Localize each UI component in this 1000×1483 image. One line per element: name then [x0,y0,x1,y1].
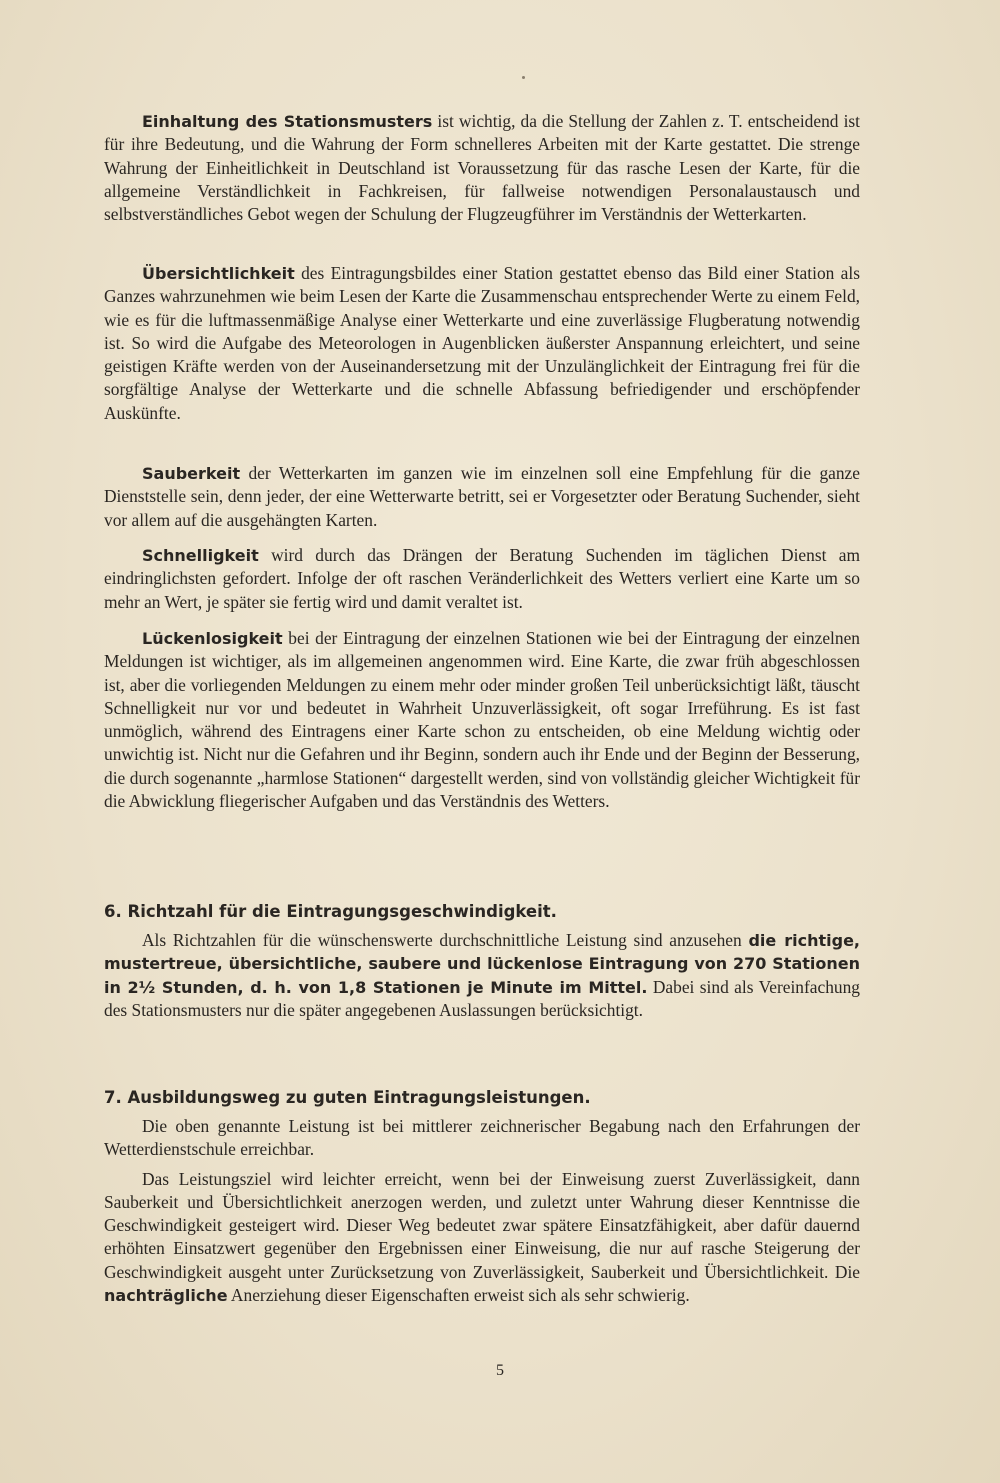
section-6 [104,900,860,1022]
paragraph-stationsmuster [104,110,860,226]
section-6-outro: Dabei sind als Vereinfachung des Stationsmusters nur die später angegebenen Auslassungen berücksichtigt. [104,976,860,1020]
paragraph-text: des Eintragungsbildes einer Station gestattet ebenso das Bild einer Station als Ganzes wahrzunehmen wie beim Lesen der Karte die Zusammenschau entsprechender Werte zu einem Feld, wie es für die luftmassenmäßige Analyse einer Wetterkarte und eine zuverlässige Flugberatung notwendig ist. So wird die Aufgabe des Meteorologen in Augenblicken äußerster Anspannung erleichtert, und seine geistigen Kräfte werden von der Auseinandersetzung mit der Unzulänglichkeit der Eintragung frei für die sorgfältige Analyse der Wetterkarte und die schnelle Abfassung befriedigender und erschöpfender Auskünfte. [104,263,860,423]
paragraph-lead: Übersichtlichkeit [142,264,295,283]
section-7-para2-pre: Das Leistungsziel wird leichter erreicht, wenn bei der Einweisung zuerst Zuverlässigkeit, dann Sauberkeit und Übersichtlichkeit anerzogen werden, und zuletzt unter Wahrung dieser Kenntnisse die Geschwindigkeit gesteigert wird. Dieser Weg bedeutet zwar spätere Einsatzfähigkeit, aber dafür dauernd erhöhten Einsatzwert gegenüber den Ergebnissen einer Einweisung, die nur auf rasche Steigerung der Geschwindigkeit ausgeht unter Zurücksetzung von Zuverlässigkeit, Sauberkeit und Übersichtlichkeit. Die [104,1168,860,1282]
section-6-heading: 6. Richtzahl für die Eintragungsgeschwindigkeit. [104,902,557,921]
page-number: 5 [496,1362,504,1379]
section-7-paragraph-2 [104,1168,860,1308]
section-7-heading: 7. Ausbildungsweg zu guten Eintragungsleistungen. [104,1088,591,1107]
paragraph-lueckenlosigkeit [104,627,860,813]
section-6-intro: Als Richtzahlen für die wünschenswerte durchschnittliche Leistung sind anzusehen [142,930,749,950]
paragraph-text: bei der Eintragung der einzelnen Stationen wie bei der Eintragung der einzelnen Meldungen ist wichtiger, als im allgemeinen angenommen wird. Eine Karte, die zwar früh abgeschlossen ist, aber die vorliegenden Meldungen zu einem mehr oder minder großen Teil unberücksichtigt läßt, täuscht Schnelligkeit nur vor und bedeutet in Wahrheit Unzuverlässigkeit, oft sogar Irreführung. Es ist fast unmöglich, während des Eintragens einer Karte schon zu entscheiden, ob eine Meldung wichtig oder unwichtig ist. Nicht nur die Gefahren und ihr Beginn, sondern auch ihr Ende und der Beginn der Besserung, die durch sogenannte „harmlose Stationen“ dargestellt werden, sind von vollständig gleicher Wichtigkeit für die Abwicklung fliegerischer Aufgaben und das Verständnis des Wetters. [104,628,860,812]
paragraph-lead: Sauberkeit [142,464,241,483]
paragraph-lead: Schnelligkeit [142,546,259,565]
section-7-para2-emphasis: nachträgliche [104,1286,228,1306]
section-7-paragraph-1: Die oben genannte Leistung ist bei mittlerer zeichnerischer Begabung nach den Erfahrungen der Wetterdienstschule erreichbar. [104,1116,860,1160]
section-7-para2-post: Anerziehung dieser Eigenschaften erweist sich als sehr schwierig. [227,1285,690,1306]
section-6-body [104,929,860,1022]
paragraph-text: wird durch das Drängen der Beratung Suchenden im täglichen Dienst am eindringlichsten gefordert. Infolge der oft raschen Veränderlichkeit des Wetters verliert eine Karte um so mehr an Wert, je später sie fertig wird und damit veraltet ist. [104,545,860,612]
paragraph-sauberkeit [104,462,860,532]
paragraph-lead: Lückenlosigkeit [142,629,283,648]
section-6-emphasis: die richtige, mustertreue, übersichtliche, saubere und lückenlose Eintragung von 270 Stationen in 2½ Stunden, d. h. von 1,8 Stationen je Minute im Mittel. [104,931,860,997]
paragraph-text: ist wichtig, da die Stellung der Zahlen z. T. entscheidend ist für ihre Bedeutung, und die Wahrung der Form schnelleres Arbeiten mit der Karte gestattet. Die strenge Wahrung der Einheitlichkeit in Deutschland ist Voraussetzung für das rasche Lesen der Karte, für die allgemeine Verständlichkeit in Fachkreisen, für fallweise notwendigen Personalaustausch und selbstverständliches Gebot wegen der Schulung der Flugzeugführer im Verständnis der Wetterkarten. [104,111,861,225]
paragraph-schnelligkeit [104,544,860,614]
paragraph-uebersichtlichkeit [104,262,860,425]
paragraph-lead: Einhaltung des Stationsmusters [142,112,433,131]
paragraph-text: der Wetterkarten im ganzen wie im einzelnen soll eine Empfehlung für die ganze Dienststelle sein, denn jeder, der eine Wetterwarte betritt, sei er Vorgesetzter oder Beratung Suchender, sieht vor allem auf die ausgehängten Karten. [104,463,860,530]
section-7 [104,1086,860,1307]
paper-speck [522,76,525,79]
